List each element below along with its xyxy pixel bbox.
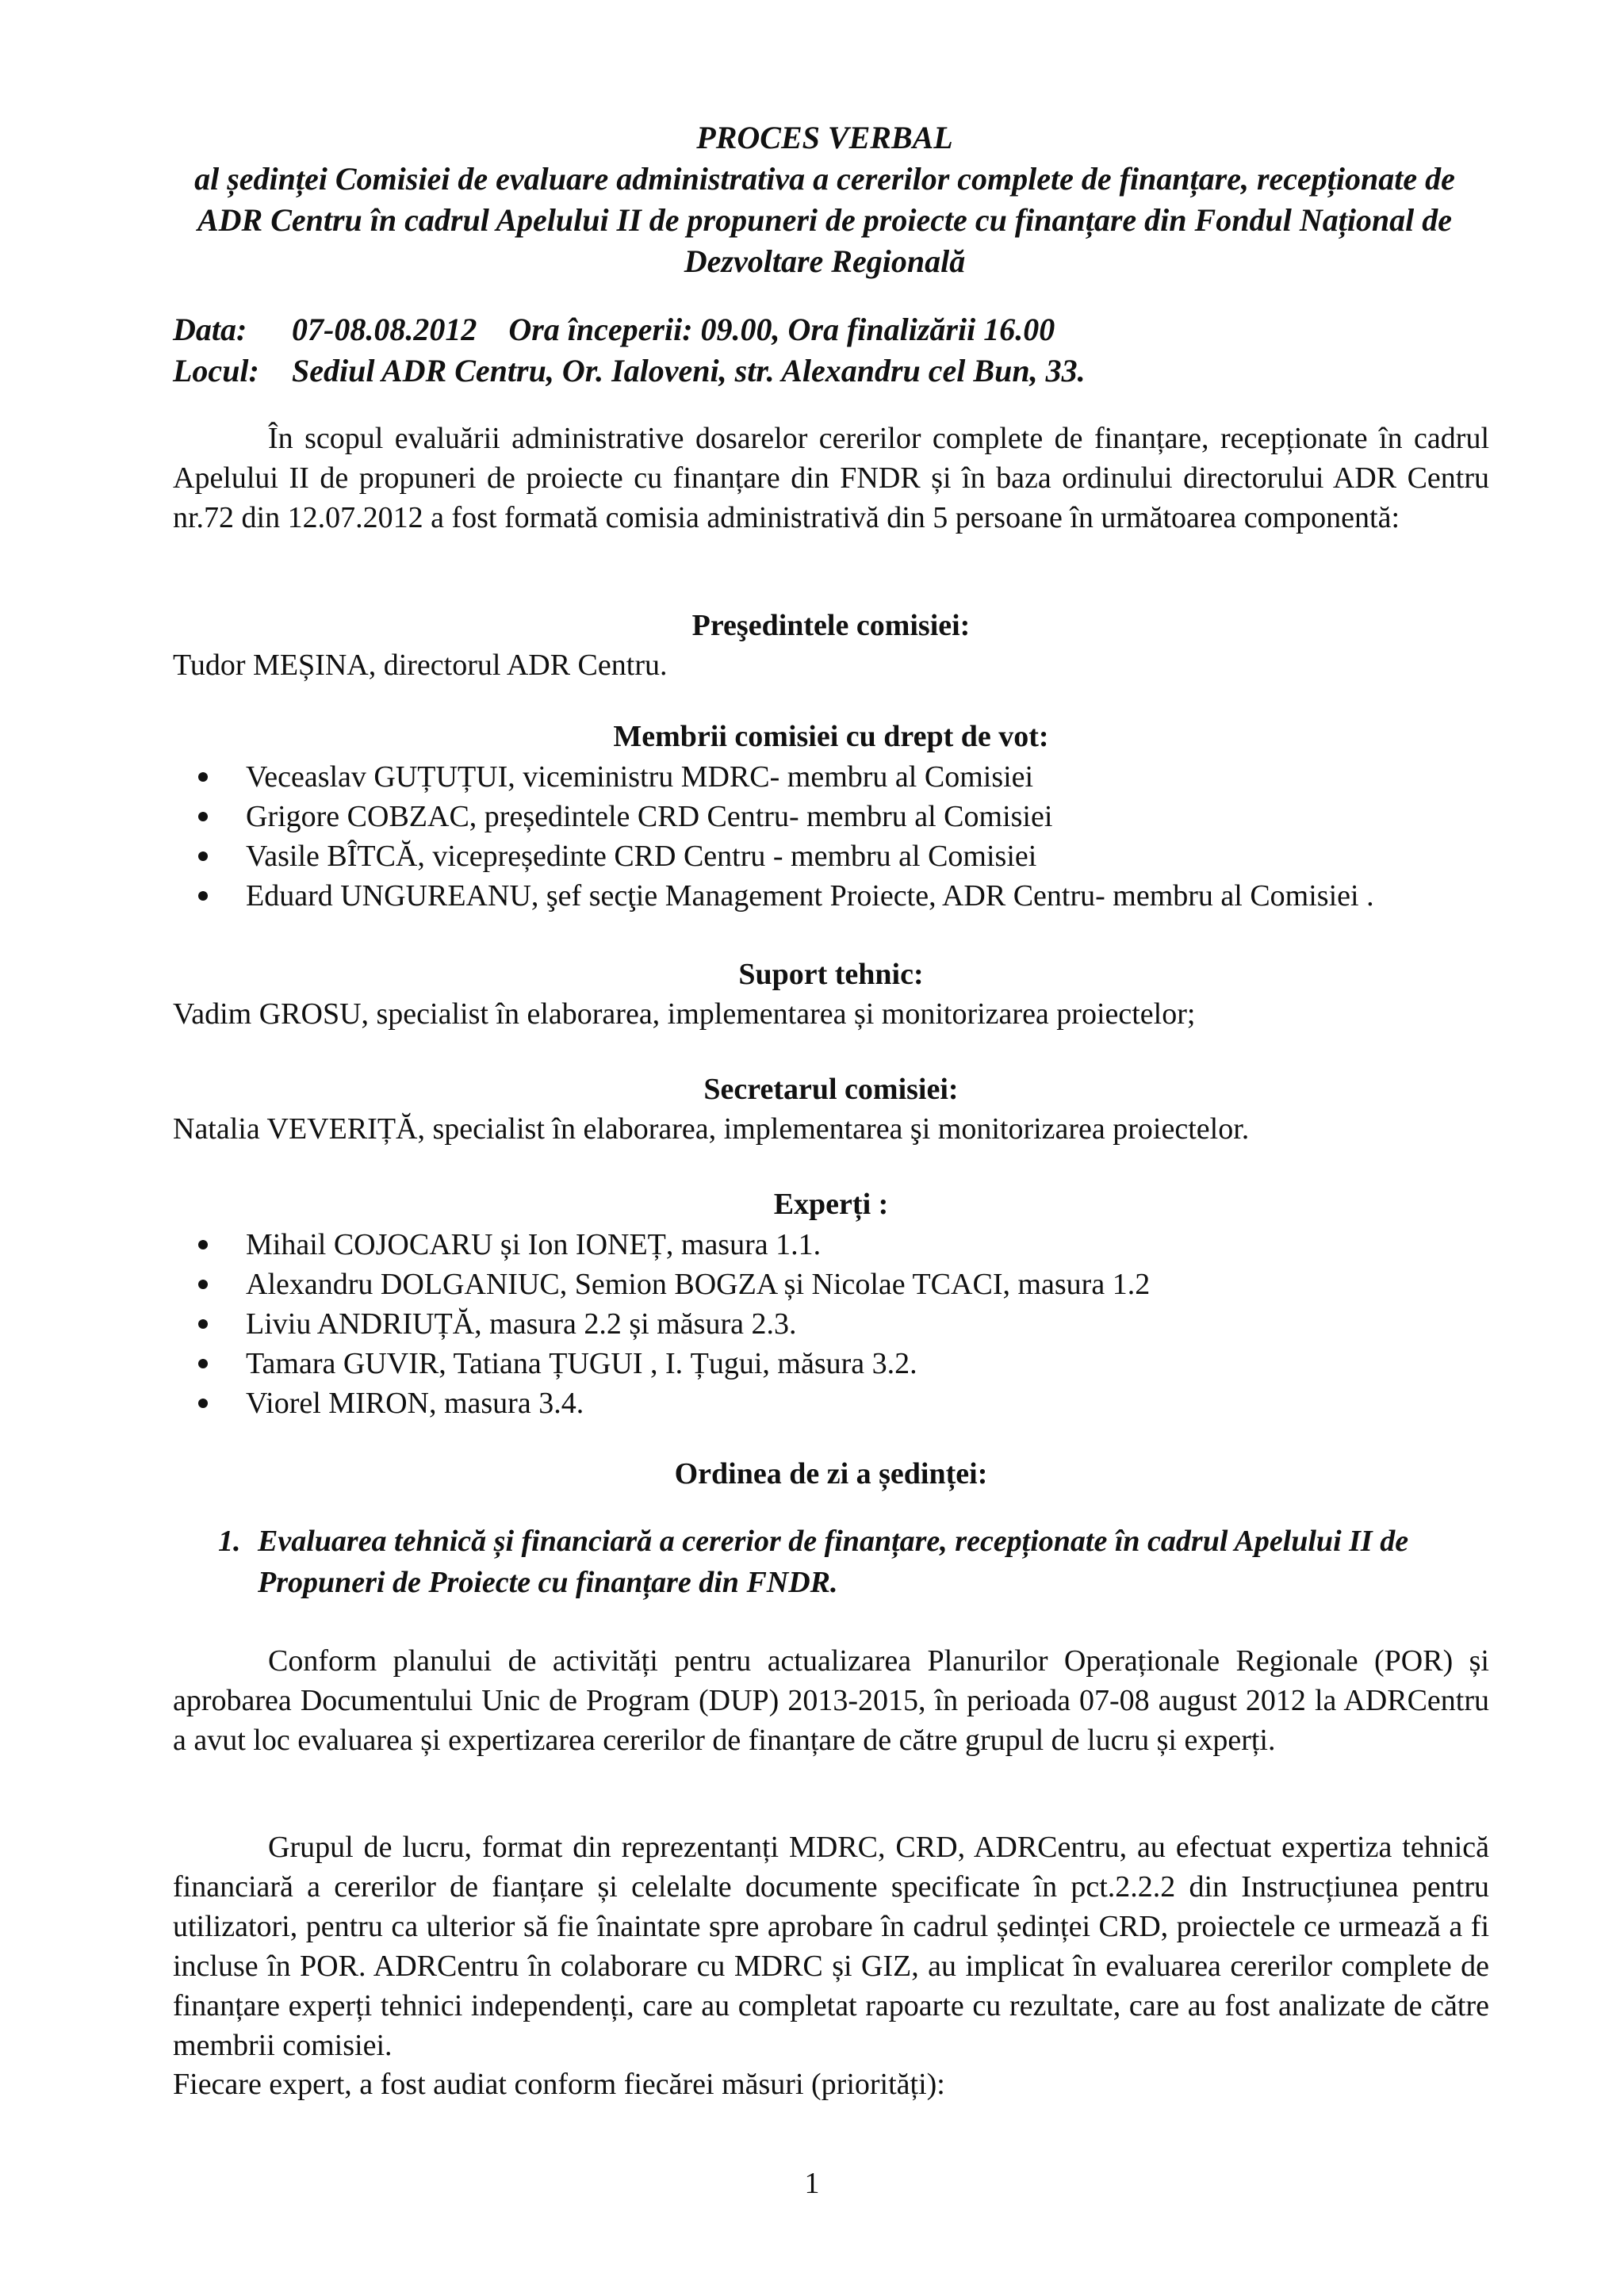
paragraph-plan: [173, 1641, 1489, 1760]
paragraph-working-group-text: Grupul de lucru, format din reprezentanți MDRC, CRD, ADRCentru, au efectuat expertiza tehnică financiară a cererilor de fianțare și celelalte documente specificate în pct.2.2.2 din Instrucțiunea pentru utilizatori, pentru ca ulterior să fie înaintate spre aprobare în cadrul ședinței CRD, proiectele ce urmează a fi incluse în POR. ADRCentru în colaborare cu MDRC și GIZ, au implicat în evaluarea cererilor complete de finanțare experți tehnici independenți, care au completat rapoarte cu rezultate, care au fost analizate de către membrii comisiei.: [173, 1831, 1489, 2062]
agenda-heading: Ordinea de zi a ședinței:: [674, 1457, 988, 1490]
list-item: Eduard UNGUREANU, şef secţie Management Proiecte, ADR Centru- membru al Comisiei .: [173, 876, 1374, 916]
bullet-icon: [198, 1359, 208, 1368]
meeting-place-row: [173, 350, 1086, 392]
members-list: [173, 757, 1374, 916]
bullet-icon: [198, 1240, 208, 1249]
list-item: Mihail COJOCARU și Ion IONEȚ, masura 1.1.: [173, 1225, 1150, 1265]
meeting-meta: [173, 309, 1086, 392]
agenda-item-number: 1.: [218, 1525, 241, 1558]
bullet-icon: [198, 772, 208, 782]
title-subtitle: al ședinței Comisiei de evaluare administrativa a cererilor complete de finanțare, recepționate de ADR Centru în cadrul Apelului II de propuneri de proiecte cu finanțare din Fondul Național de Dezvoltare Regională: [194, 161, 1455, 279]
support-heading: Suport tehnic:: [738, 958, 924, 991]
bullet-icon: [198, 1280, 208, 1289]
closing-line: Fiecare expert, a fost audiat conform fiecărei măsuri (priorități):: [173, 2068, 945, 2101]
secretary-heading: Secretarul comisiei:: [703, 1073, 959, 1106]
paragraph-working-group: [173, 1827, 1489, 2065]
list-item: Veceaslav GUȚUȚUI, viceministru MDRC- membru al Comisiei: [173, 757, 1374, 797]
list-item: Tamara GUVIR, Tatiana ȚUGUI , I. Țugui, măsura 3.2.: [173, 1344, 1150, 1383]
place-label: Locul:: [173, 353, 259, 388]
bullet-icon: [198, 851, 208, 861]
title-main: PROCES VERBAL: [696, 120, 953, 155]
list-item: Vasile BÎTCĂ, vicepreședinte CRD Centru - membru al Comisiei: [173, 836, 1374, 876]
support-text: Vadim GROSU, specialist în elaborarea, implementarea și monitorizarea proiectelor;: [173, 997, 1196, 1031]
bullet-icon: [198, 891, 208, 901]
document-title: [170, 117, 1479, 282]
secretary-text: Natalia VEVERIȚĂ, specialist în elaborarea, implementarea şi monitorizarea proiectelor.: [173, 1112, 1250, 1146]
paragraph-plan-text: Conform planului de activități pentru actualizarea Planurilor Operaționale Regionale (POR) și aprobarea Documentului Unic de Program (DUP) 2013-2015, în perioada 07-08 august 2012 la ADRCentru a avut loc evaluarea și expertizarea cererilor de finanțare de către grupul de lucru și experți.: [173, 1644, 1489, 1757]
bullet-icon: [198, 812, 208, 821]
intro-text: În scopul evaluării administrative dosarelor cererilor complete de finanțare, recepționate în cadrul Apelului II de propuneri de proiecte cu finanțare din FNDR și în baza ordinului directorului ADR Centru nr.72 din 12.07.2012 a fost formată comisia administrativă din 5 persoane în următoarea componentă:: [173, 422, 1489, 534]
place-value: Sediul ADR Centru, Or. Ialoveni, str. Alexandru cel Bun, 33.: [292, 353, 1086, 388]
bullet-icon: [198, 1319, 208, 1329]
president-name: Tudor MEȘINA, directorul ADR Centru.: [173, 649, 668, 682]
list-item: Liviu ANDRIUȚĂ, masura 2.2 și măsura 2.3.: [173, 1304, 1150, 1344]
list-item: Grigore COBZAC, președintele CRD Centru- membru al Comisiei: [173, 797, 1374, 836]
page-number: 1: [804, 2167, 820, 2200]
meeting-date-row: [173, 309, 1086, 350]
agenda-item: [218, 1521, 1487, 1603]
experts-heading: Experți :: [773, 1188, 889, 1221]
intro-paragraph: [173, 419, 1489, 538]
members-heading: Membrii comisiei cu drept de vot:: [613, 720, 1049, 753]
date-value: 07-08.08.2012 Ora începerii: 09.00, Ora finalizării 16.00: [292, 312, 1055, 347]
agenda-item-text: Evaluarea tehnică și financiară a cererior de finanțare, recepționate în cadrul Apelului II de Propuneri de Proiecte cu finanțare din FNDR.: [258, 1525, 1409, 1599]
experts-list: [173, 1225, 1150, 1423]
president-heading: Preşedintele comisiei:: [691, 609, 971, 642]
date-label: Data:: [173, 312, 247, 347]
list-item: Viorel MIRON, masura 3.4.: [173, 1383, 1150, 1423]
list-item: Alexandru DOLGANIUC, Semion BOGZA și Nicolae TCACI, masura 1.2: [173, 1265, 1150, 1304]
bullet-icon: [198, 1399, 208, 1408]
